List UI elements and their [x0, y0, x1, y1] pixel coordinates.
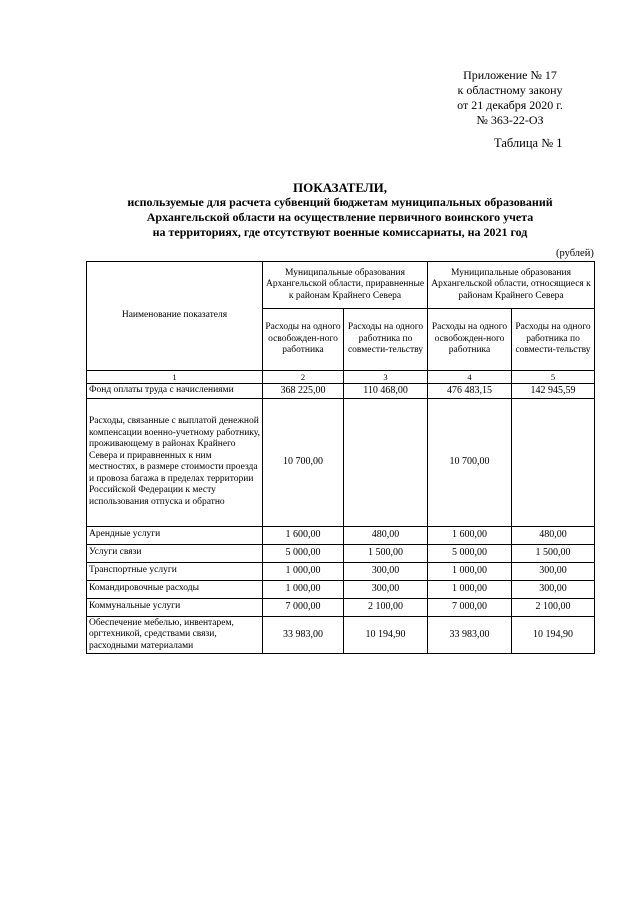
column-number: 4	[428, 371, 512, 384]
appendix-line: от 21 декабря 2020 г.	[457, 98, 563, 112]
cell-value	[344, 398, 428, 526]
appendix-line: Приложение № 17	[463, 68, 557, 82]
title-line: используемые для расчета субвенций бюджетам муниципальных образований	[127, 195, 553, 209]
table-row	[87, 398, 595, 526]
cell-value: 476 483,15	[428, 384, 512, 399]
indicators-table	[86, 261, 595, 654]
title-line: на территориях, где отсутствуют военные комиссариаты, на 2021 год	[152, 225, 528, 239]
column-number: 1	[87, 371, 263, 384]
column-number: 3	[344, 371, 428, 384]
cell-value: 1 000,00	[263, 580, 344, 598]
table-row	[87, 616, 595, 654]
cell-value: 10 194,90	[344, 616, 428, 654]
column-group-header: Муниципальные образования Архангельской области, приравненные к районам Крайнего Севера	[263, 262, 428, 309]
cell-value: 2 100,00	[512, 598, 595, 616]
cell-value: 1 600,00	[428, 526, 512, 544]
cell-value	[512, 398, 595, 526]
document-title	[86, 180, 594, 240]
cell-value: 10 700,00	[428, 398, 512, 526]
appendix-header	[430, 68, 590, 128]
row-name: Транспортные услуги	[87, 562, 263, 580]
title-line: ПОКАЗАТЕЛИ,	[292, 180, 388, 195]
cell-value: 5 000,00	[263, 544, 344, 562]
table-row	[87, 544, 595, 562]
row-name: Фонд оплаты труда с начислениями	[87, 384, 263, 399]
row-name: Коммунальные услуги	[87, 598, 263, 616]
table-label: Таблица № 1	[494, 136, 563, 150]
title-line: Архангельской области на осуществление первичного воинского учета	[146, 210, 534, 224]
column-number: 2	[263, 371, 344, 384]
cell-value: 33 983,00	[263, 616, 344, 654]
cell-value: 110 468,00	[344, 384, 428, 399]
row-name: Арендные услуги	[87, 526, 263, 544]
cell-value: 10 700,00	[263, 398, 344, 526]
cell-value: 1 500,00	[344, 544, 428, 562]
cell-value: 2 100,00	[344, 598, 428, 616]
cell-value: 480,00	[344, 526, 428, 544]
appendix-line: № 363-22-ОЗ	[476, 113, 544, 127]
column-subheader: Расходы на одного освобожден-ного работника	[263, 309, 344, 371]
column-subheader: Расходы на одного освобожден-ного работника	[428, 309, 512, 371]
units-label: (рублей)	[556, 248, 594, 259]
cell-value: 300,00	[344, 580, 428, 598]
table-row	[87, 526, 595, 544]
row-name: Расходы, связанные с выплатой денежной компенсации военно-учетному работнику, проживающему в районах Крайнего Севера и приравненных к ним местностях, в размере стоимости проезда и провоза багажа в пределах территории Российской Федерации к месту использования отпуска и обратно	[87, 398, 263, 526]
cell-value: 368 225,00	[263, 384, 344, 399]
cell-value: 5 000,00	[428, 544, 512, 562]
cell-value: 142 945,59	[512, 384, 595, 399]
table-row	[87, 562, 595, 580]
table-row	[87, 598, 595, 616]
row-name: Обеспечение мебелью, инвентарем, оргтехникой, средствами связи, расходными материалами	[87, 616, 263, 654]
cell-value: 1 600,00	[263, 526, 344, 544]
cell-value: 300,00	[512, 562, 595, 580]
cell-value: 300,00	[512, 580, 595, 598]
table-row	[87, 384, 595, 399]
column-group-header: Муниципальные образования Архангельской области, относящиеся к районам Крайнего Севера	[428, 262, 595, 309]
cell-value: 1 000,00	[263, 562, 344, 580]
cell-value: 7 000,00	[428, 598, 512, 616]
column-subheader: Расходы на одного работника по совмести-тельству	[344, 309, 428, 371]
cell-value: 7 000,00	[263, 598, 344, 616]
cell-value: 300,00	[344, 562, 428, 580]
column-number: 5	[512, 371, 595, 384]
cell-value: 10 194,90	[512, 616, 595, 654]
cell-value: 480,00	[512, 526, 595, 544]
table-row	[87, 580, 595, 598]
column-subheader: Расходы на одного работника по совмести-тельству	[512, 309, 595, 371]
appendix-line: к областному закону	[457, 83, 563, 97]
row-name: Командировочные расходы	[87, 580, 263, 598]
cell-value: 1 000,00	[428, 562, 512, 580]
row-name: Услуги связи	[87, 544, 263, 562]
cell-value: 1 000,00	[428, 580, 512, 598]
cell-value: 1 500,00	[512, 544, 595, 562]
column-header-name: Наименование показателя	[87, 262, 263, 371]
cell-value: 33 983,00	[428, 616, 512, 654]
